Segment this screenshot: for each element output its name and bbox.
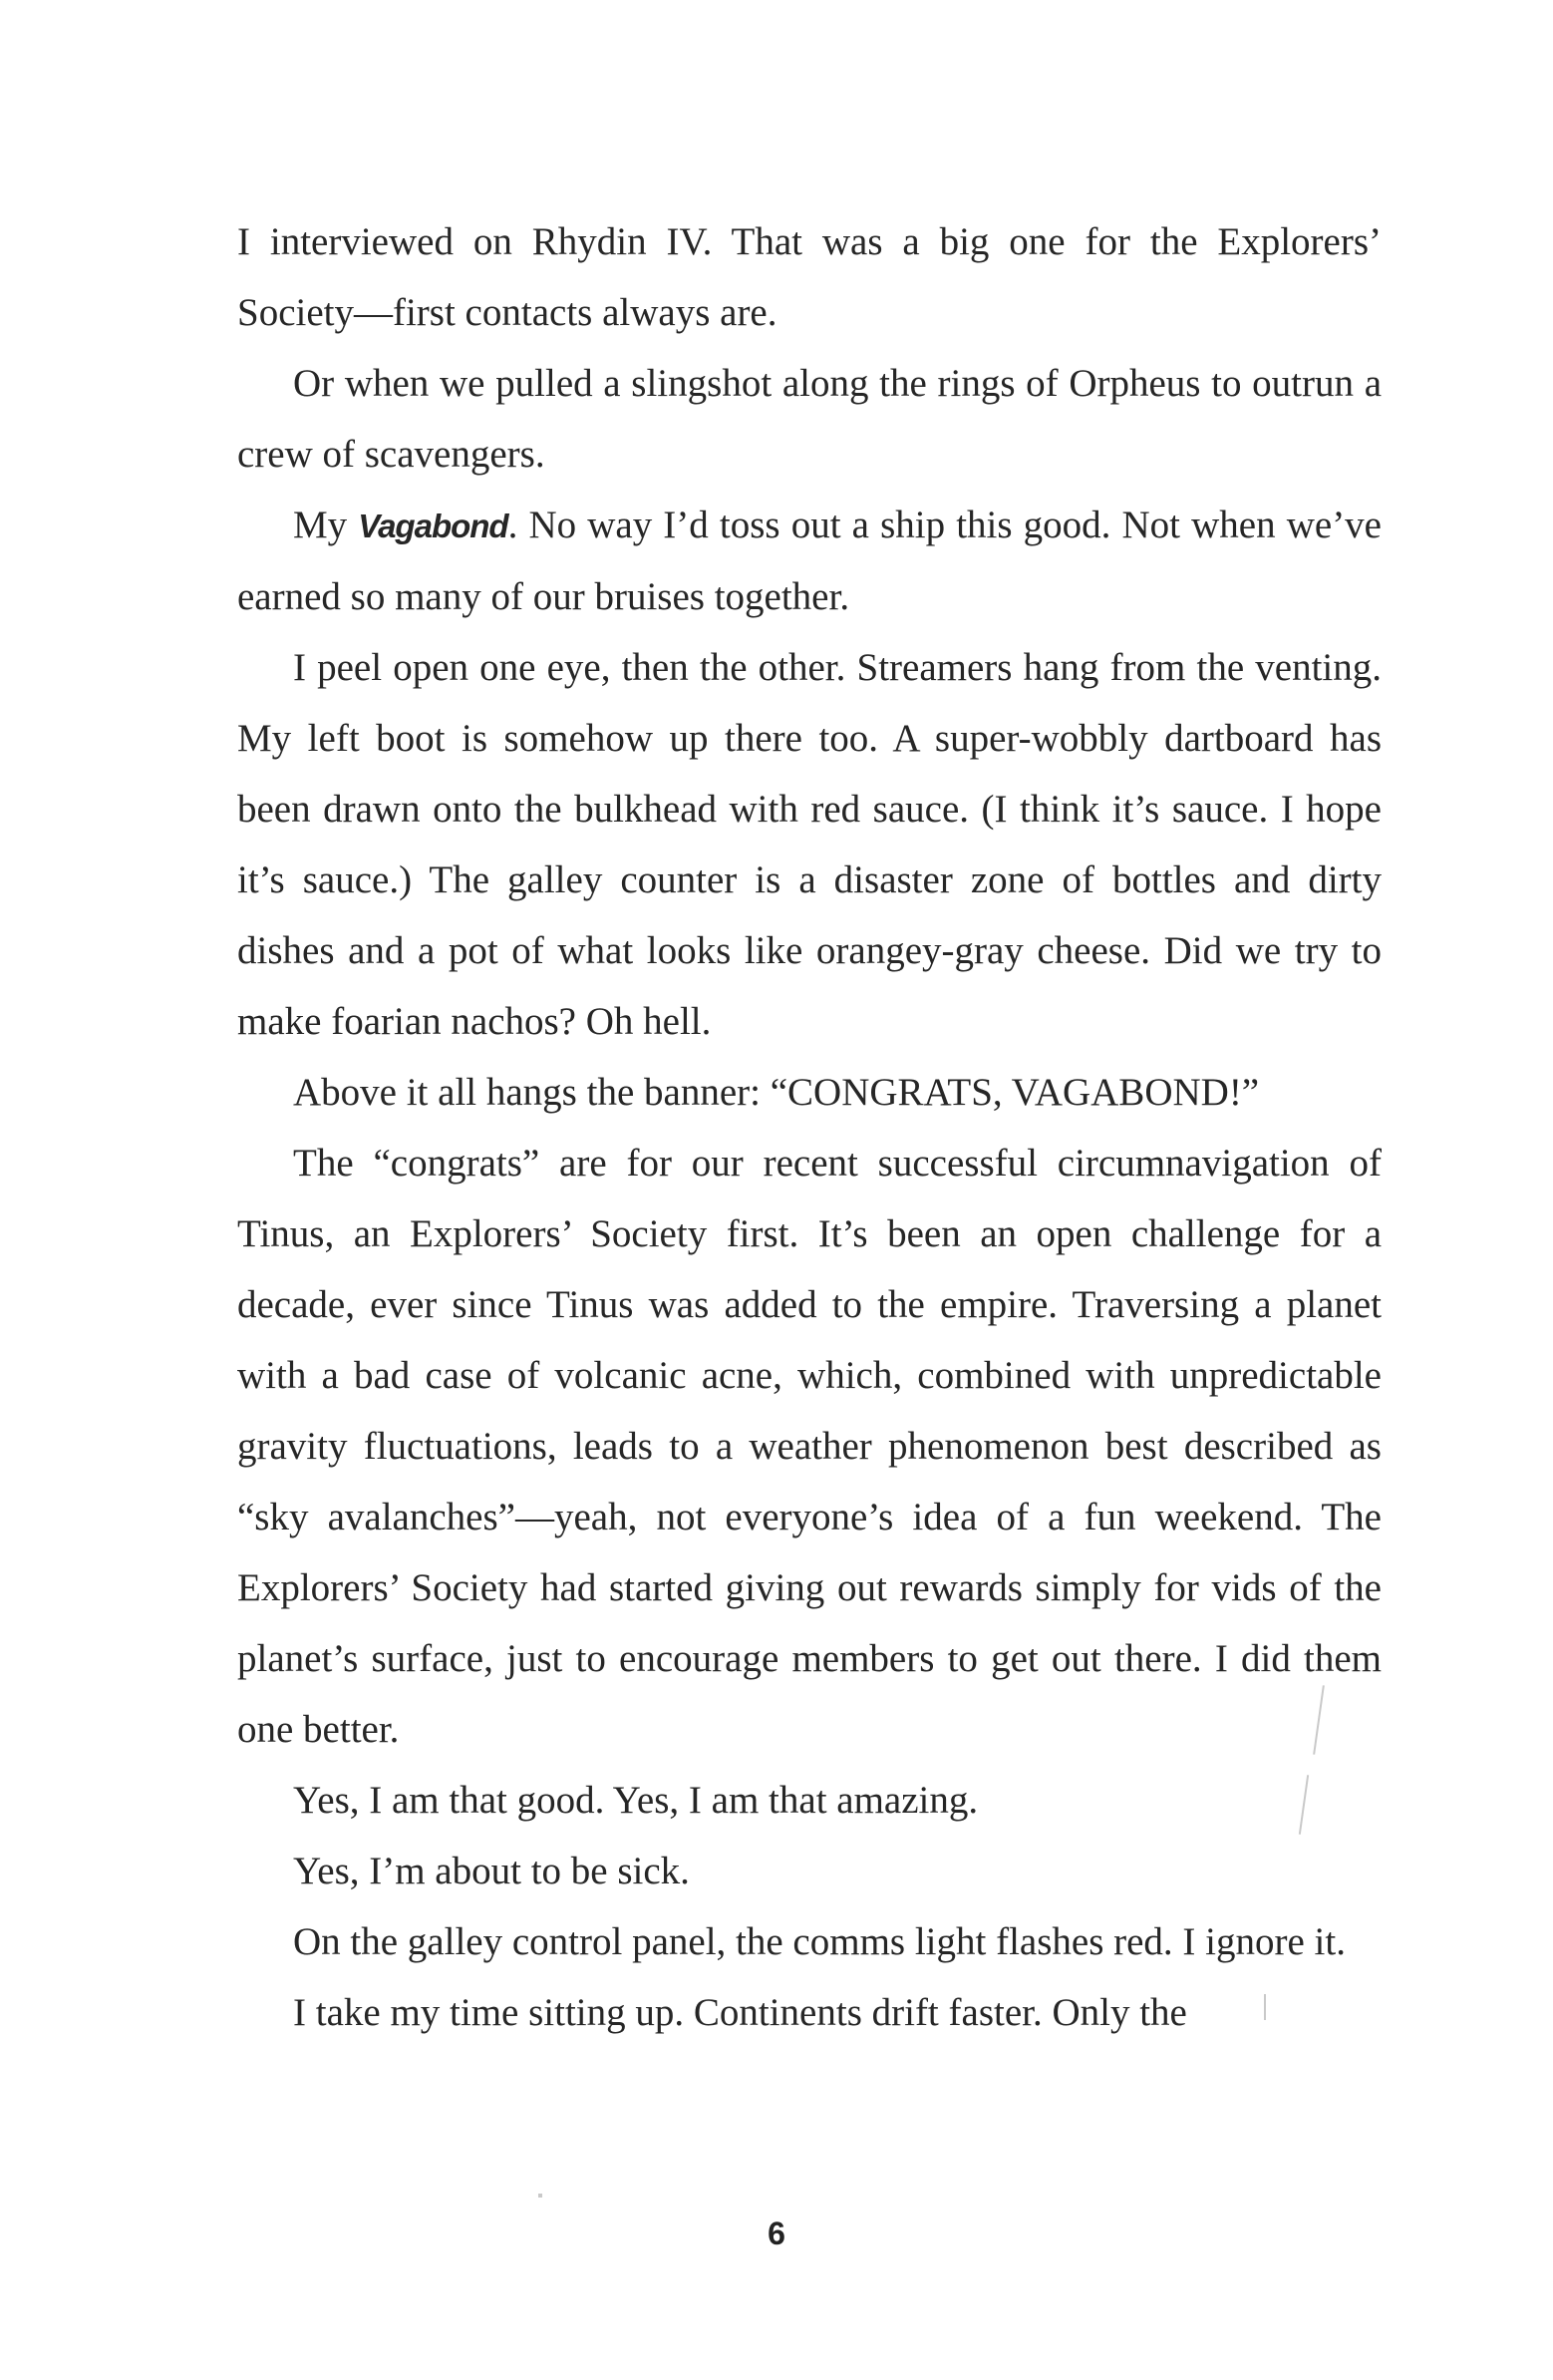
paragraph-3-suffix: . No way I’d toss out a ship this good. Not when we’ve earned so many of our bruises together. <box>237 504 1382 618</box>
paragraph-5: Above it all hangs the banner: “CONGRATS, VAGABOND!” <box>293 1071 1260 1114</box>
paragraph-3-prefix: My <box>293 504 359 546</box>
paragraph-4: I peel open one eye, then the other. Streamers hang from the venting. My left boot is somehow up there too. A super-wobbly dartboard has been drawn onto the bulkhead with red sauce. (I think it’s sauce. I hope it’s sauce.) The galley counter is a disaster zone of bottles and dirty dishes and a pot of what looks like orangey-gray cheese. Did we try to make foarian nachos? Oh hell. <box>237 646 1382 1043</box>
paragraph-7: Yes, I am that good. Yes, I am that amazing. <box>293 1779 979 1822</box>
scan-mark <box>538 2194 542 2198</box>
paragraph-10: I take my time sitting up. Continents drift faster. Only the <box>293 1991 1187 2034</box>
page-number: 6 <box>768 2215 785 2251</box>
paragraph-6: The “congrats” are for our recent successful circumnavigation of Tinus, an Explorers’ Society first. It’s been an open challenge for a decade, ever since Tinus was added to the empire. Traversing a planet with a bad case of volcanic acne, which, combined with unpredictable gravity fluctuations, leads to a weather phenomenon best described as “sky avalanches”—yeah, not everyone’s idea of a fun weekend. The Explorers’ Society had started giving out rewards simply for vids of the planet’s surface, just to encourage members to get out there. I did them one better. <box>237 1142 1382 1751</box>
body-text <box>237 206 1382 2048</box>
ship-name-emphasis: Vagabond <box>358 508 508 544</box>
paragraph-2: Or when we pulled a slingshot along the rings of Orpheus to outrun a crew of scavengers. <box>237 362 1382 476</box>
paragraph-8: Yes, I’m about to be sick. <box>293 1850 690 1892</box>
paragraph-3 <box>237 490 1382 632</box>
paragraph-9: On the galley control panel, the comms light flashes red. I ignore it. <box>293 1920 1346 1963</box>
scan-mark <box>1264 1994 1266 2020</box>
paragraph-1: I interviewed on Rhydin IV. That was a big one for the Explorers’ Society—first contacts always are. <box>237 220 1382 334</box>
